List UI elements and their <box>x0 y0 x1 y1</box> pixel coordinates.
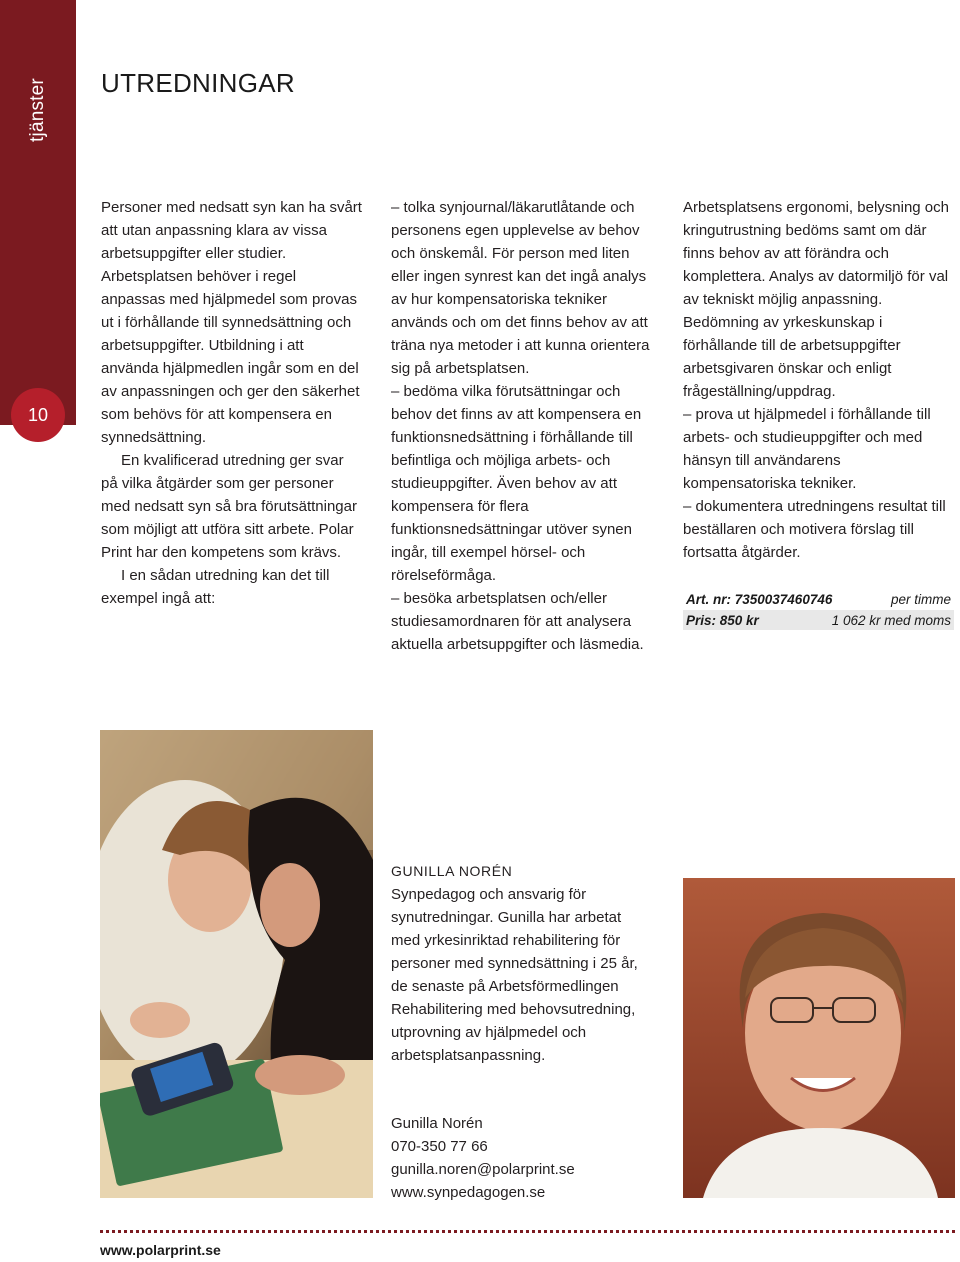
list-item-assess: – bedöma vilka förutsättningar och behov det finns av att kompensera en funktionsnedsättning i förhållande till befintliga och möjliga arbets- och studieuppgifter. Även behov av att kompensera för flera funktionsnedsättningar utöver synen ingår, till exempel hörsel- och rörelseförmåga. <box>391 383 642 584</box>
page-number-badge: 10 <box>11 388 65 442</box>
text-column-3 <box>683 196 958 564</box>
ergonomics-paragraph: Arbetsplatsens ergonomi, belysning och kringutrustning bedöms samt om där finns behov av att förändra och komplettera. Analys av datormiljö för val av tekniskt möjlig anpassning. Bedömning av yrkeskunskap i förhållande till de arbetsuppgifter arbetsgivaren önskar och enligt frågeställning/uppdrag. <box>683 199 949 400</box>
qualification-paragraph: En kvalificerad utredning ger svar på vilka åtgärder som ger personer med nedsatt syn så bra förutsättningar som möjligt att utföra sitt arbete. Polar Print har den kompetens som krävs. <box>101 452 357 561</box>
price-unit: per timme <box>890 591 951 607</box>
article-number: Art. nr: 7350037460746 <box>686 591 833 607</box>
intro-paragraph: Personer med nedsatt syn kan ha svårt att utan anpassning klara av vissa arbetsuppgifter eller studier. Arbetsplatsen behöver i regel anpassas med hjälpmedel som provas ut i förhållande till synnedsättning och arbetsuppgifter. Utbildning i att använda hjälpmedlen ingår som en del av anpassningen och ger den säkerhet som behövs för att kompensera en synnedsättning. <box>101 199 362 446</box>
list-item-interpret: – tolka synjournal/läkarutlåtande och personens egen upplevelse av behov och önskemål. För person med liten eller ingen synrest kan det ingå analys av hur kompensatoriska tekniker används och om det finns behov av att träna nya metoder i att kunna orientera sig på arbetsplatsen. <box>391 199 650 377</box>
bio-name: GUNILLA NORÉN <box>391 863 513 879</box>
list-item-visit: – besöka arbetsplatsen och/eller studiesamordnaren för att analysera aktuella arbetsuppgifter och läsmedia. <box>391 590 644 653</box>
list-item-document: – dokumentera utredningens resultat till beställaren och motivera förslag till fortsatta åtgärder. <box>683 498 946 561</box>
bio-text: Synpedagog och ansvarig för synutredningar. Gunilla har arbetat med yrkesinriktad rehabilitering för personer med synnedsättning i 25 år, de senaste på Arbetsförmedlingen Rehabilitering med behovsutredning, utprovning av hjälpmedel och arbetsplatsanpassning. <box>391 886 638 1064</box>
price-incl-vat: 1 062 kr med moms <box>831 612 951 628</box>
price-excl-vat: Pris: 850 kr <box>686 612 759 628</box>
list-item-try-aids: – prova ut hjälpmedel i förhållande till arbets- och studieuppgifter och med hänsyn till användarens kompensatoriska tekniker. <box>683 406 931 492</box>
photo-consultation <box>100 730 373 1198</box>
text-column-1 <box>101 196 363 610</box>
includes-paragraph: I en sådan utredning kan det till exempel ingå att: <box>101 567 330 607</box>
footer-divider <box>100 1230 955 1233</box>
contact-website[interactable]: www.synpedagogen.se <box>391 1184 546 1201</box>
bio-block <box>391 860 653 1067</box>
contact-phone[interactable]: 070-350 77 66 <box>391 1138 488 1155</box>
contact-name: Gunilla Norén <box>391 1115 483 1132</box>
price-table <box>683 589 954 631</box>
footer-website[interactable]: www.polarprint.se <box>100 1242 221 1258</box>
contact-block <box>391 1112 575 1204</box>
price-row <box>683 610 954 630</box>
section-label: tjänster <box>27 78 48 142</box>
photo-portrait <box>683 878 955 1198</box>
sidebar-band <box>0 0 76 425</box>
page-title: UTREDNINGAR <box>101 68 295 98</box>
contact-email[interactable]: gunilla.noren@polarprint.se <box>391 1161 575 1178</box>
article-row <box>683 589 954 609</box>
text-column-2 <box>391 196 659 656</box>
